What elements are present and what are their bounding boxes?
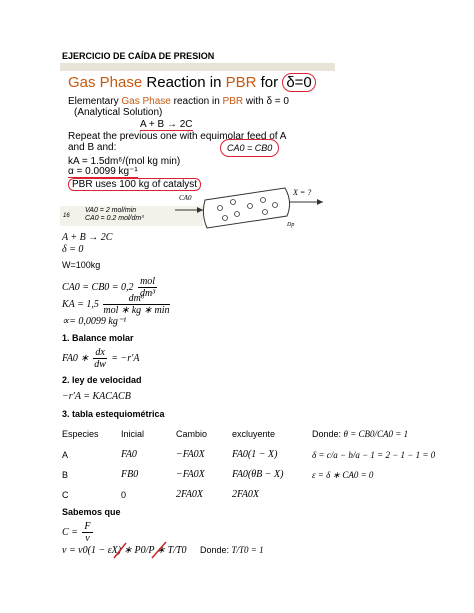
- slide-handnote: CA0 = CB0: [220, 139, 279, 157]
- table-header-inicial: Inicial: [121, 429, 145, 439]
- reactor-tube: [203, 188, 289, 228]
- strike-temperature: [152, 542, 166, 558]
- catalyst-particles: [218, 198, 278, 221]
- table-header-cambio: Cambio: [176, 429, 208, 439]
- final-c-num: F: [84, 521, 91, 532]
- reactor-dp-label: Dp: [287, 222, 295, 228]
- slide-ca0: CA0 = 0.2 mol/dm³: [85, 215, 144, 222]
- table-row-b-note: ε = δ ∗ CA0 = 0: [312, 470, 374, 480]
- table-row-c-cambio: 2FA0X: [176, 489, 204, 500]
- slide-title-delta: δ=0: [282, 73, 315, 92]
- final-c-fraction: [82, 521, 92, 544]
- given-reaction: A + B → 2C: [62, 232, 113, 243]
- table-row-b-inicial: FB0: [121, 469, 139, 480]
- table-header-excluyente: excluyente: [232, 429, 276, 439]
- given-ka-den: mol ∗ kg ∗ min: [103, 305, 170, 316]
- table-row-a-excluyente: FA0(1 − X): [232, 449, 278, 460]
- page-title: EJERCICIO DE CAÍDA DE PRESION: [62, 51, 215, 61]
- slide-title-reaction: Reaction in: [146, 74, 222, 91]
- table-row-a-note: δ = c/a − b/a − 1 = 2 − 1 − 1 = 0: [312, 450, 436, 460]
- final-c-den: v: [85, 533, 90, 544]
- table-row-b-excluyente: FA0(θB − X): [232, 469, 284, 480]
- slide-title-for: for: [260, 74, 279, 91]
- table-row-c-species: C: [62, 490, 69, 500]
- slide-repeat-2: and B and:: [68, 142, 117, 153]
- table-row-a-species: A: [62, 450, 69, 460]
- slide-pbr: PBR uses 100 kg of catalyst: [68, 178, 201, 191]
- slide-ka: kA = 1.5dm⁶/(mol kg min): [68, 156, 181, 167]
- outlet-arrowhead: [317, 199, 323, 205]
- final-donde-label: Donde:: [200, 545, 230, 555]
- slide-repeat-1: Repeat the previous one with equimolar feed of A: [68, 131, 287, 142]
- given-ka-lhs: KA = 1,5: [62, 298, 99, 310]
- section-1-equation: [62, 347, 139, 370]
- given-delta: δ = 0: [62, 244, 84, 255]
- given-ka: [62, 293, 170, 316]
- table-row-b-cambio: −FA0X: [176, 469, 205, 480]
- final-title: Sabemos que: [62, 507, 121, 517]
- reactor-x-label: X = ?: [293, 188, 312, 197]
- section-2-title: 2. ley de velocidad: [62, 375, 142, 385]
- table-row-c-excluyente: 2FA0X: [232, 489, 260, 500]
- slide-alpha: α = 0.0099 kg⁻¹: [68, 166, 138, 177]
- slide-title-gas-phase: Gas Phase: [68, 74, 143, 91]
- given-ka-fraction: [103, 293, 169, 316]
- slide-line1-e: with δ = 0: [245, 96, 289, 107]
- given-conc-lhs: CA0 = CB0 = 0,2: [62, 281, 134, 293]
- slide-line2: (Analytical Solution): [74, 107, 163, 118]
- slide-number: 16: [63, 213, 70, 219]
- given-w: W=100kg: [62, 260, 101, 270]
- final-v-equation: v = v0(1 − εX) ∗ P0/P ∗ T/T0: [62, 545, 187, 556]
- handwritten-strikes: [112, 540, 172, 560]
- section-3-title: 3. tabla estequiométrica: [62, 409, 165, 419]
- table-row-b-species: B: [62, 470, 69, 480]
- slide-line1-b: Gas Phase: [121, 96, 171, 107]
- table-header-especies: Especies: [62, 429, 99, 439]
- slide-line1-d: PBR: [222, 96, 244, 107]
- section-2-equation: −r′A = KACACB: [62, 391, 131, 402]
- final-donde: [200, 545, 264, 555]
- table-row-c-inicial: 0: [121, 490, 127, 500]
- section-1-title: 1. Balance molar: [62, 333, 134, 343]
- final-c-equation: [62, 521, 93, 544]
- slide-line1-a: Elementary: [68, 96, 119, 107]
- reactor-diagram: [175, 180, 325, 240]
- reactor-ca0-label: CA0: [179, 194, 192, 202]
- slide-title-pbr: PBR: [225, 74, 257, 91]
- slide-line1-c: reaction in: [173, 96, 220, 107]
- s1-eq-fraction: [93, 347, 106, 370]
- strike-epsilon: [114, 543, 126, 558]
- given-conc-den: dm³: [139, 288, 156, 299]
- final-t-eq: T/T0 = 1: [231, 545, 264, 555]
- donde-theta: [312, 429, 408, 439]
- s1-eq-num: dx: [95, 347, 105, 358]
- s1-eq-rhs: = −r′A: [111, 352, 140, 364]
- donde-theta-label: Donde:: [312, 429, 342, 439]
- s1-eq-lhs: FA0 ∗: [62, 352, 89, 364]
- given-conc-num: mol: [140, 276, 156, 287]
- donde-theta-eq: θ = CB0/CA0 = 1: [343, 429, 409, 439]
- slide-va0: VA0 = 2 mol/min: [85, 207, 137, 214]
- s1-eq-den: dw: [94, 359, 106, 370]
- given-alpha: ∝= 0,0099 kg⁻¹: [62, 316, 127, 327]
- table-row-a-inicial: FA0: [121, 449, 137, 460]
- slide-reaction: A + B → 2C: [140, 119, 193, 130]
- final-c-lhs: C =: [62, 526, 78, 538]
- given-ka-num: dm⁶: [103, 293, 169, 305]
- inlet-arrowhead: [197, 207, 203, 213]
- table-row-a-cambio: −FA0X: [176, 449, 205, 460]
- slide-top-bar: [60, 63, 335, 71]
